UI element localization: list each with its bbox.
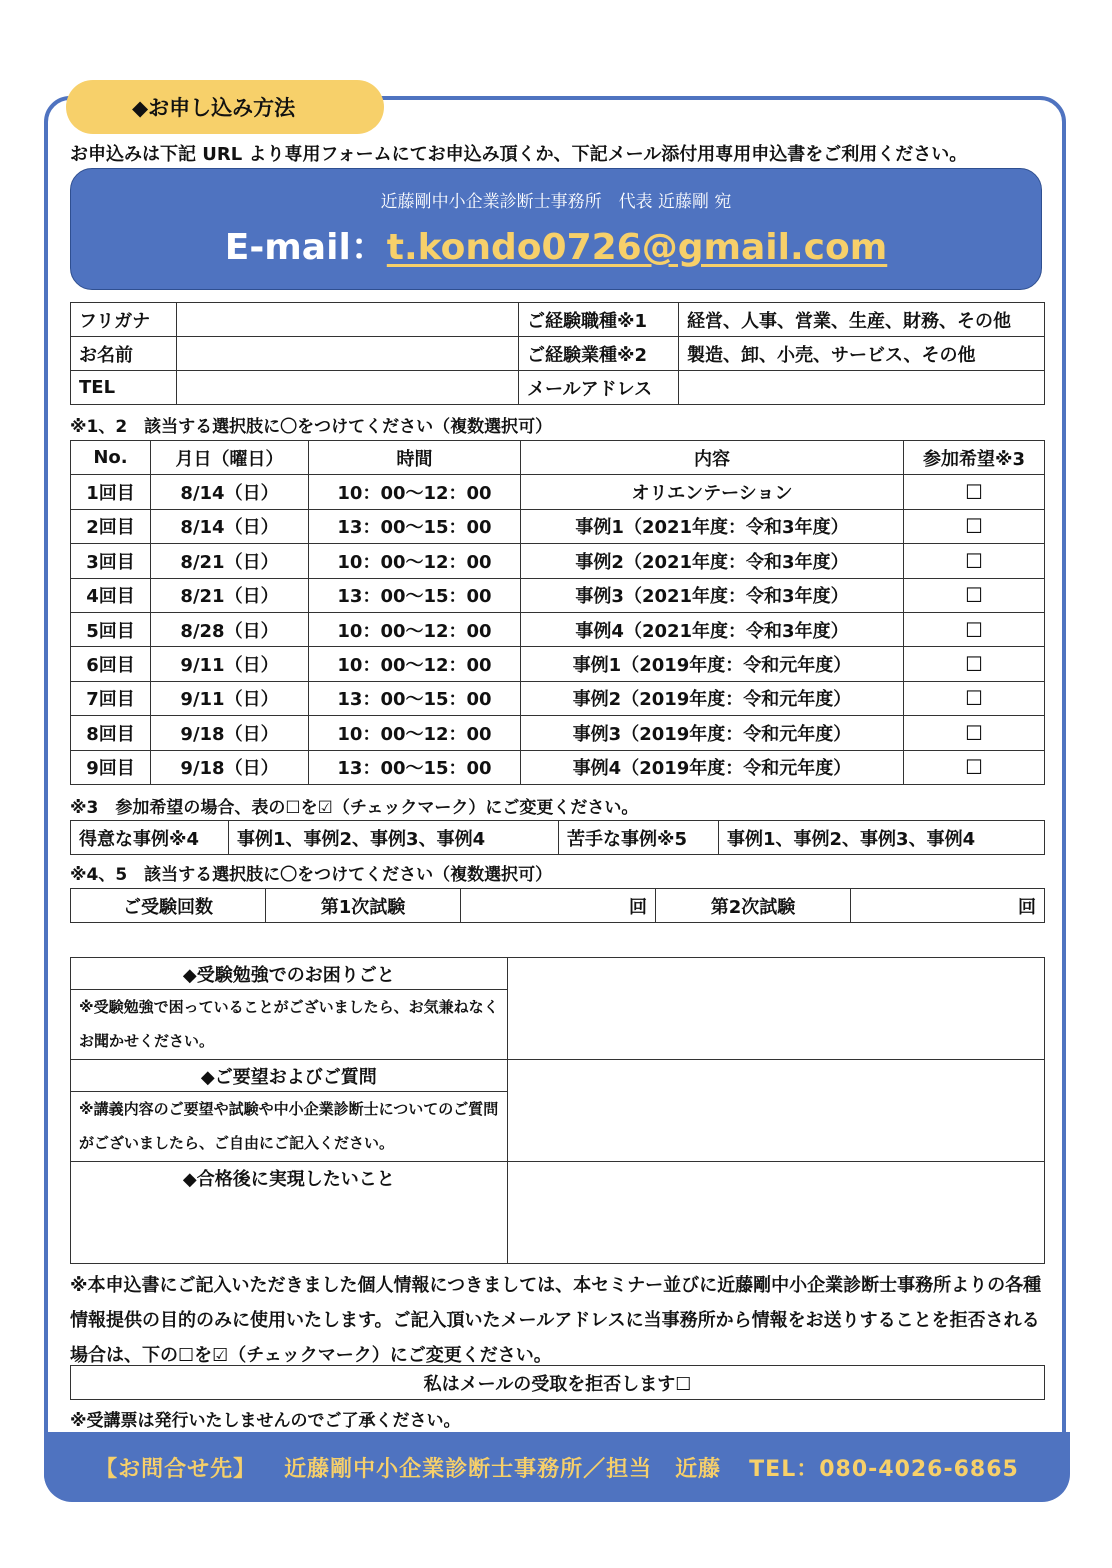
table-row [71,821,1045,855]
table-row [71,337,1045,371]
email-box [70,168,1042,290]
furigana-label: フリガナ [71,303,177,337]
second-exam-label: 第2次試験 [656,889,851,923]
session-content: 事例1（2021年度：令和3年度） [521,509,904,543]
email-field[interactable] [679,371,1045,405]
industry-options[interactable]: 製造、卸、小売、サービス、その他 [679,337,1045,371]
goal-blank[interactable] [71,1194,508,1264]
attend-checkbox[interactable]: ☐ [904,716,1045,750]
tel-label: TEL [71,371,177,405]
trouble-description: ※受験勉強で困っていることがございましたら、お気兼ねなくお聞かせください。 [71,990,508,1060]
table-row [71,303,1045,337]
session-date: 8/14（日） [151,509,309,543]
session-time: 13：00～15：00 [309,681,521,715]
table-row [71,889,1045,923]
session-date: 8/21（日） [151,578,309,612]
attend-checkbox[interactable]: ☐ [904,612,1045,646]
request-description: ※講義内容のご要望や試験や中小企業診断士についてのご質問がございましたら、ご自由にご記入ください。 [71,1092,508,1162]
col-content: 内容 [521,441,904,475]
email-recipient: 近藤剛中小企業診断士事務所 代表 近藤剛 宛 [380,192,732,212]
intro-text: お申込みは下記 URL より専用フォームにてお申込み頂くか、下記メール添付用専用申込書をご利用ください。 [70,144,968,165]
col-attend: 参加希望※3 [904,441,1045,475]
table-row [71,716,1045,750]
attend-checkbox[interactable]: ☐ [904,475,1045,509]
session-date: 9/18（日） [151,750,309,784]
refuse-email-table [70,1365,1045,1400]
session-no: 9回目 [71,750,151,784]
table-row [71,578,1045,612]
goal-title: ◆合格後に実現したいこと [71,1162,508,1194]
exam-count-label: ご受験回数 [71,889,266,923]
table-row [71,371,1045,405]
request-input[interactable] [507,1060,1044,1162]
session-content: オリエンテーション [521,475,904,509]
session-content: 事例4（2021年度：令和3年度） [521,612,904,646]
attend-checkbox[interactable]: ☐ [904,647,1045,681]
trouble-title: ◆受験勉強でのお困りごと [71,958,508,990]
refuse-email-checkbox[interactable]: 私はメールの受取を拒否します☐ [71,1366,1045,1400]
request-title: ◆ご要望およびご質問 [71,1060,508,1092]
industry-label: ご経験業種※2 [519,337,679,371]
session-time: 13：00～15：00 [309,509,521,543]
session-time: 10：00～12：00 [309,716,521,750]
session-date: 9/11（日） [151,681,309,715]
attend-checkbox[interactable]: ☐ [904,750,1045,784]
note-1-2: ※1、2 該当する選択肢に〇をつけてください（複数選択可） [70,417,553,437]
session-content: 事例2（2019年度：令和元年度） [521,681,904,715]
session-content: 事例4（2019年度：令和元年度） [521,750,904,784]
section-title: ◆お申し込み方法 [66,80,384,134]
bad-case-options[interactable]: 事例1、事例2、事例3、事例4 [719,821,1045,855]
tel-field[interactable] [177,371,519,405]
session-no: 8回目 [71,716,151,750]
table-row [71,647,1045,681]
note-3: ※3 参加希望の場合、表の☐を☑（チェックマーク）にご変更ください。 [70,798,639,818]
session-date: 9/11（日） [151,647,309,681]
session-date: 8/21（日） [151,544,309,578]
first-exam-label: 第1次試験 [266,889,461,923]
session-date: 9/18（日） [151,716,309,750]
session-content: 事例1（2019年度：令和元年度） [521,647,904,681]
table-row [71,509,1045,543]
good-case-label: 得意な事例※4 [71,821,229,855]
session-time: 10：00～12：00 [309,612,521,646]
session-content: 事例3（2019年度：令和元年度） [521,716,904,750]
email-line [71,219,1041,270]
session-time: 13：00～15：00 [309,578,521,612]
furigana-field[interactable] [177,303,519,337]
email-label: E-mail： [224,227,387,268]
table-row [71,475,1045,509]
session-no: 1回目 [71,475,151,509]
table-row [71,612,1045,646]
table-header-row [71,441,1045,475]
session-date: 8/14（日） [151,475,309,509]
name-field[interactable] [177,337,519,371]
case-preference-table [70,820,1045,855]
schedule-table [70,440,1045,785]
second-exam-count-field[interactable]: 回 [851,889,1045,923]
session-no: 2回目 [71,509,151,543]
free-comment-table [70,957,1045,1264]
note-4-5: ※4、5 該当する選択肢に〇をつけてください（複数選択可） [70,865,553,885]
email-address-link[interactable]: t.kondo0726@gmail.com [386,227,888,268]
session-content: 事例2（2021年度：令和3年度） [521,544,904,578]
applicant-info-table [70,302,1045,405]
table-row [71,681,1045,715]
table-row [71,1060,1045,1092]
session-no: 7回目 [71,681,151,715]
table-row [71,1366,1045,1400]
attend-checkbox[interactable]: ☐ [904,681,1045,715]
good-case-options[interactable]: 事例1、事例2、事例3、事例4 [229,821,559,855]
session-time: 10：00～12：00 [309,475,521,509]
bad-case-label: 苦手な事例※5 [559,821,719,855]
session-no: 4回目 [71,578,151,612]
col-time: 時間 [309,441,521,475]
session-time: 10：00～12：00 [309,544,521,578]
session-no: 5回目 [71,612,151,646]
col-date: 月日（曜日） [151,441,309,475]
table-row [71,958,1045,990]
contact-label: 【お問合せ先】 [95,1456,257,1482]
session-content: 事例3（2021年度：令和3年度） [521,578,904,612]
table-row [71,750,1045,784]
contact-tel[interactable]: TEL：080-4026-6865 [749,1456,1019,1482]
goal-input[interactable] [507,1162,1044,1264]
contact-footer [44,1432,1070,1502]
session-no: 6回目 [71,647,151,681]
contact-office: 近藤剛中小企業診断士事務所／担当 近藤 [284,1456,722,1482]
attend-checkbox[interactable]: ☐ [904,578,1045,612]
first-exam-count-field[interactable]: 回 [461,889,656,923]
job-type-label: ご経験職種※1 [519,303,679,337]
privacy-notice: ※本申込書にご記入いただきました個人情報につきましては、本セミナー並びに近藤剛中小企業診断士事務所よりの各種情報提供の目的のみに使用いたします。ご記入頂いたメールアドレスに当事務所から情報をお送りすることを拒否される場合は、下の☐を☑（チェックマーク）にご変更ください。 [70,1275,1042,1366]
session-no: 3回目 [71,544,151,578]
ticket-note: ※受講票は発行いたしませんのでご了承ください。 [70,1411,461,1431]
name-label: お名前 [71,337,177,371]
trouble-input[interactable] [507,958,1044,1060]
table-row [71,1162,1045,1194]
attend-checkbox[interactable]: ☐ [904,544,1045,578]
exam-count-table [70,888,1045,923]
job-type-options[interactable]: 経営、人事、営業、生産、財務、その他 [679,303,1045,337]
email-field-label: メールアドレス [519,371,679,405]
session-date: 8/28（日） [151,612,309,646]
attend-checkbox[interactable]: ☐ [904,509,1045,543]
session-time: 13：00～15：00 [309,750,521,784]
col-no: No. [71,441,151,475]
table-row [71,544,1045,578]
session-time: 10：00～12：00 [309,647,521,681]
